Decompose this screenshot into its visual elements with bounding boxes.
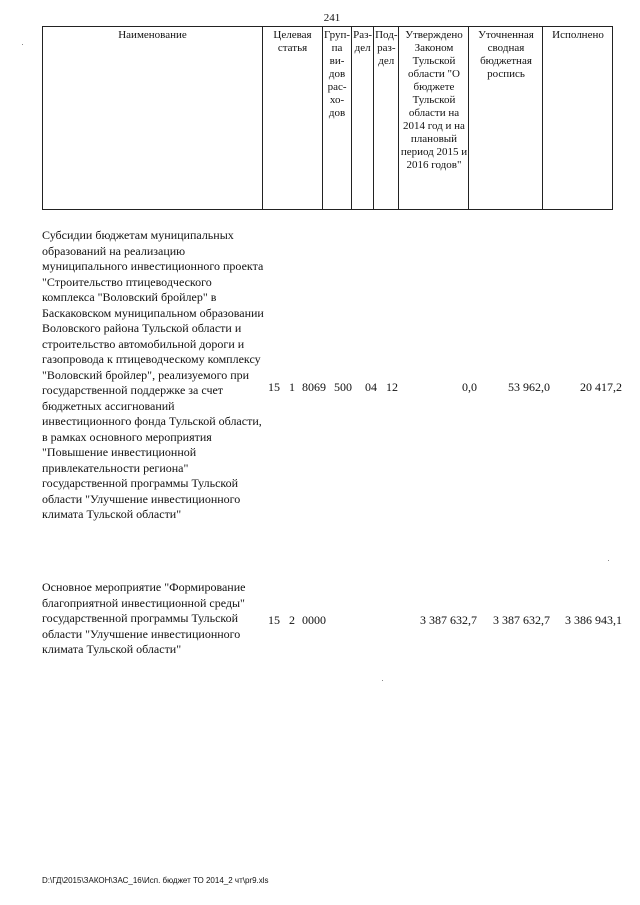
refined-value: 3 387 632,7 <box>493 613 550 627</box>
executed-value: 3 386 943,1 <box>565 613 622 627</box>
executed-value: 20 417,2 <box>580 380 622 394</box>
row-name: Основное мероприятие "Формирование благоприятной инвестиционной среды" государственной программы Тульской области "Улучшение инвестиционного климата Тульской области" <box>42 580 246 656</box>
header-subsection: Под-раз-дел <box>374 27 399 210</box>
table-row <box>42 580 622 660</box>
approved-value: 3 387 632,7 <box>420 613 477 627</box>
scan-speck <box>382 680 383 681</box>
approved-value: 0,0 <box>462 380 477 394</box>
target-code-program: 15 <box>268 380 280 394</box>
target-code-program: 15 <box>268 613 280 627</box>
section-code: 04 <box>365 380 377 394</box>
header-approved: Утверждено Законом Тульской области "О бюджете Тульской области на 2014 год и на плановый период 2015 и 2016 годов" <box>399 27 469 210</box>
target-code-item: 8069 <box>302 380 326 394</box>
target-code-subprogram: 2 <box>289 613 295 627</box>
file-path-footer: D:\ГД\2015\ЗАКОН\ЗАС_16\Исп. бюджет ТО 2014_2 чт\pr9.xls <box>42 876 269 885</box>
table-header <box>42 26 613 210</box>
refined-value: 53 962,0 <box>508 380 550 394</box>
page-number: 241 <box>323 12 341 24</box>
header-executed: Исполнено <box>543 27 613 210</box>
header-refined: Уточненная сводная бюджетная роспись <box>469 27 543 210</box>
scan-speck <box>608 560 609 561</box>
target-code-subprogram: 1 <box>289 380 295 394</box>
header-target: Целевая статья <box>263 27 323 210</box>
table-row <box>42 228 622 558</box>
row-name: Субсидии бюджетам муниципальных образований на реализацию муниципального инвестиционного проекта "Строительство птицеводческого комплекса "Воловский бройлер" в Баскаковском муниципальном образовании Воловского района Тульской области и строительство автомобильной дороги и газопровода к птицеводческому комплексу "Воловский бройлер", реализуемого при государственной поддержке за счет бюджетных ассигнований инвестиционного фонда Тульской области, в рамках основного мероприятия "Повышение инвестиционной привлекательности региона" государственной программы Тульской области "Улучшение инвестиционного климата Тульской области" <box>42 228 264 521</box>
header-name: Наименование <box>43 27 263 210</box>
expense-group: 500 <box>334 380 352 394</box>
header-group: Груп-па ви-дов рас-хо-дов <box>323 27 352 210</box>
header-section: Раз-дел <box>352 27 374 210</box>
target-code-item: 0000 <box>302 613 326 627</box>
subsection-code: 12 <box>386 380 398 394</box>
scan-speck <box>22 44 23 45</box>
